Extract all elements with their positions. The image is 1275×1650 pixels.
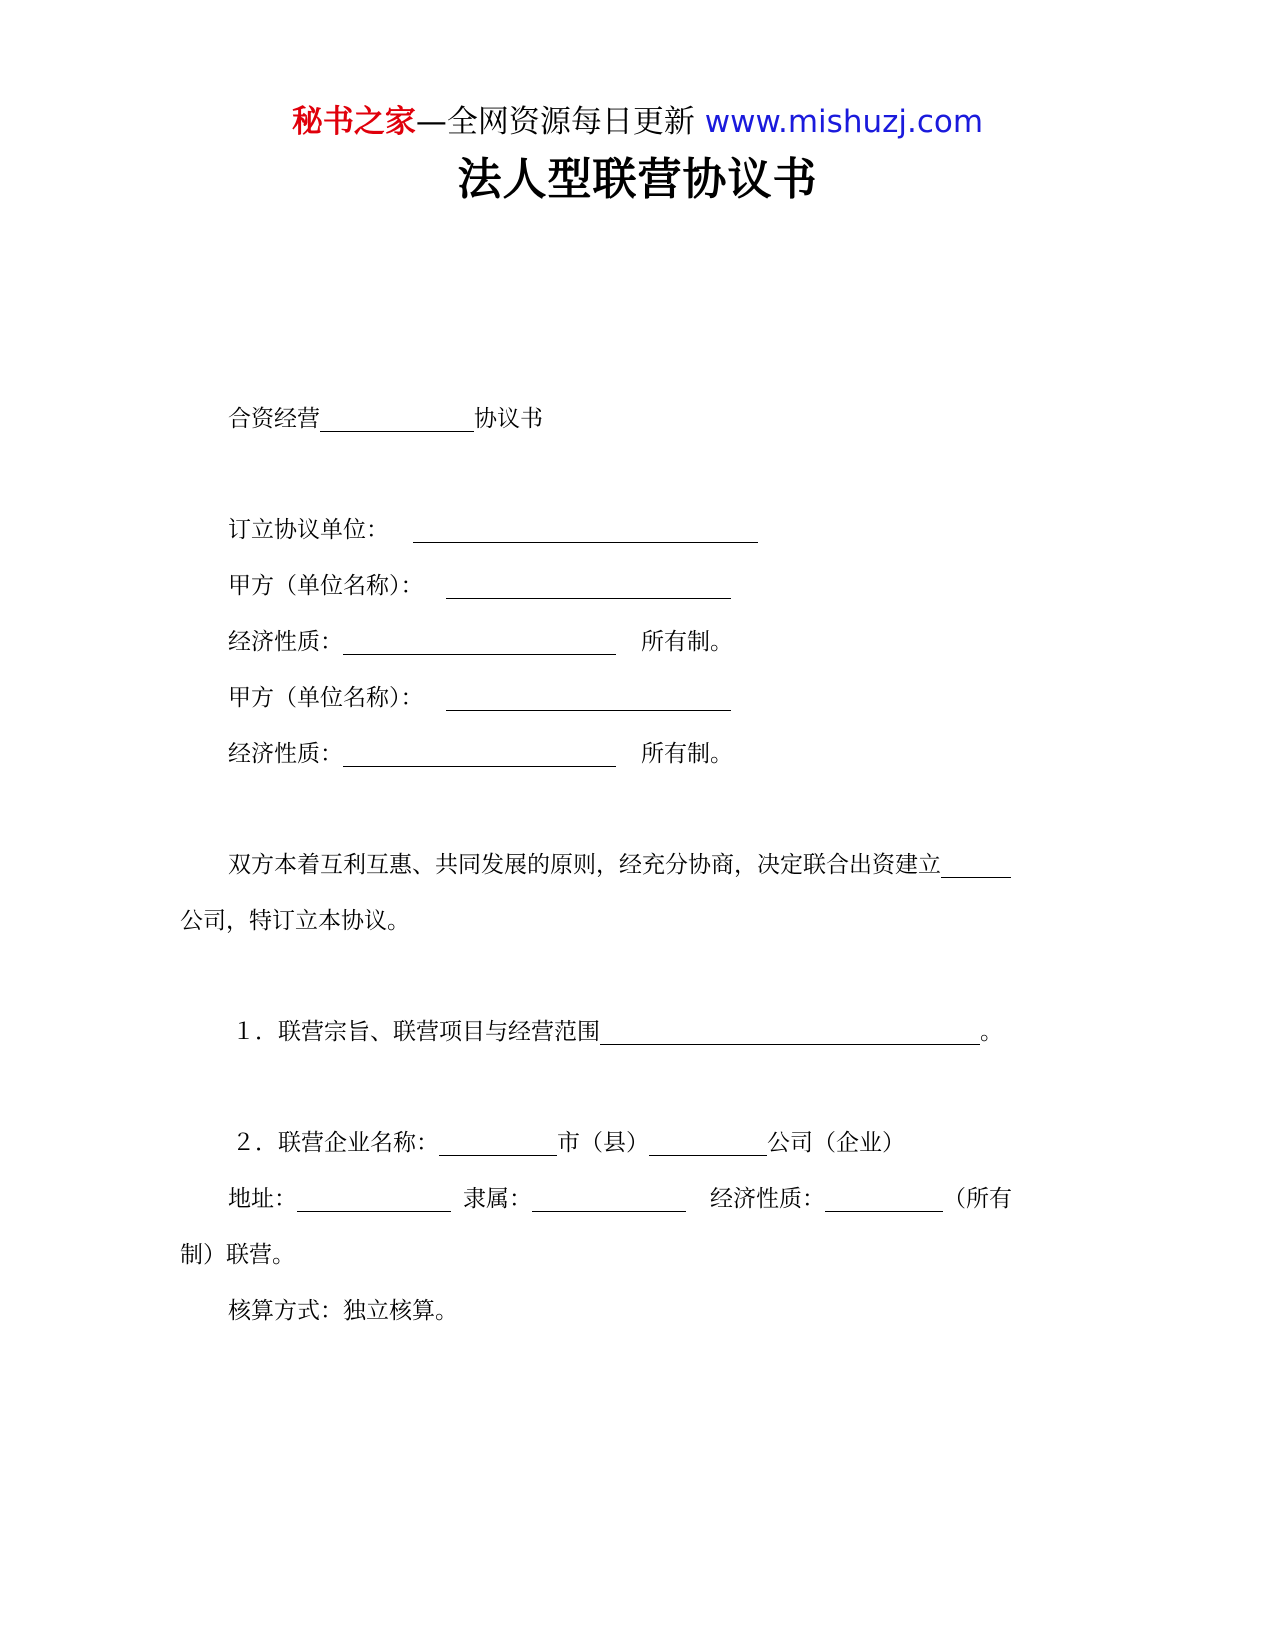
econ-nature-text-2: 制）联营。 [180, 1242, 295, 1268]
header-banner [0, 100, 1275, 144]
party-b-label: 甲方（单位名称）： [228, 685, 424, 711]
party-b-econ-line [228, 737, 733, 771]
document-title: 法人型联营协议书 [457, 154, 818, 205]
econ-nature-label: 经济性质： [710, 1186, 825, 1212]
company-name-blank[interactable] [941, 851, 1011, 878]
party-a-econ-suffix: 所有制。 [641, 629, 733, 655]
address-label: 地址： [228, 1186, 297, 1212]
accounting-line [228, 1294, 458, 1328]
party-a-econ-line [228, 625, 733, 659]
address-line [228, 1182, 1012, 1216]
item-1-line [232, 1015, 1003, 1049]
agreement-name-line [228, 402, 543, 436]
item-1-label: １．联营宗旨、联营项目与经营范围 [232, 1019, 600, 1045]
site-url: www.mishuzj.com [704, 104, 984, 140]
item-2-label: ２．联营企业名称： [232, 1130, 439, 1156]
preamble-text-1: 双方本着互利互惠、共同发展的原则，经充分协商，决定联合出资建立 [228, 852, 941, 878]
contracting-parties-label: 订立协议单位： [228, 517, 389, 543]
party-a-blank[interactable] [446, 572, 731, 599]
item-2-company-label: 公司（企业） [767, 1130, 905, 1156]
agreement-name-prefix: 合资经营 [228, 406, 320, 432]
brand-name: 秘书之家 [291, 104, 416, 140]
party-b-blank[interactable] [446, 684, 731, 711]
econ-nature-line-2 [180, 1238, 295, 1272]
party-b-line [228, 681, 731, 715]
agreement-name-blank[interactable] [320, 405, 474, 432]
preamble-line-2 [180, 904, 410, 938]
party-a-econ-label: 经济性质： [228, 629, 343, 655]
item-1-suffix: 。 [980, 1019, 1003, 1045]
agreement-name-suffix: 协议书 [474, 406, 543, 432]
party-b-econ-label: 经济性质： [228, 741, 343, 767]
item-2-city-blank[interactable] [439, 1129, 557, 1156]
contracting-parties-blank[interactable] [413, 516, 758, 543]
slogan: —全网资源每日更新 [415, 104, 705, 140]
party-a-line [228, 569, 731, 603]
item-2-city-label: 市（县） [557, 1130, 649, 1156]
preamble-text-2: 公司，特订立本协议。 [180, 908, 410, 934]
item-1-blank[interactable] [600, 1018, 980, 1045]
econ-nature-blank[interactable] [825, 1185, 943, 1212]
contracting-parties-line [228, 513, 758, 547]
preamble-line-1 [228, 848, 1011, 882]
affiliation-blank[interactable] [532, 1185, 686, 1212]
party-a-label: 甲方（单位名称）： [228, 573, 424, 599]
econ-nature-suffix: （所有 [943, 1186, 1012, 1212]
party-a-econ-blank[interactable] [343, 628, 616, 655]
party-b-econ-blank[interactable] [343, 740, 616, 767]
item-2-company-blank[interactable] [649, 1129, 767, 1156]
item-2-line [232, 1126, 905, 1160]
accounting-text: 核算方式：独立核算。 [228, 1298, 458, 1324]
address-blank[interactable] [297, 1185, 451, 1212]
party-b-econ-suffix: 所有制。 [641, 741, 733, 767]
affiliation-label: 隶属： [463, 1186, 532, 1212]
